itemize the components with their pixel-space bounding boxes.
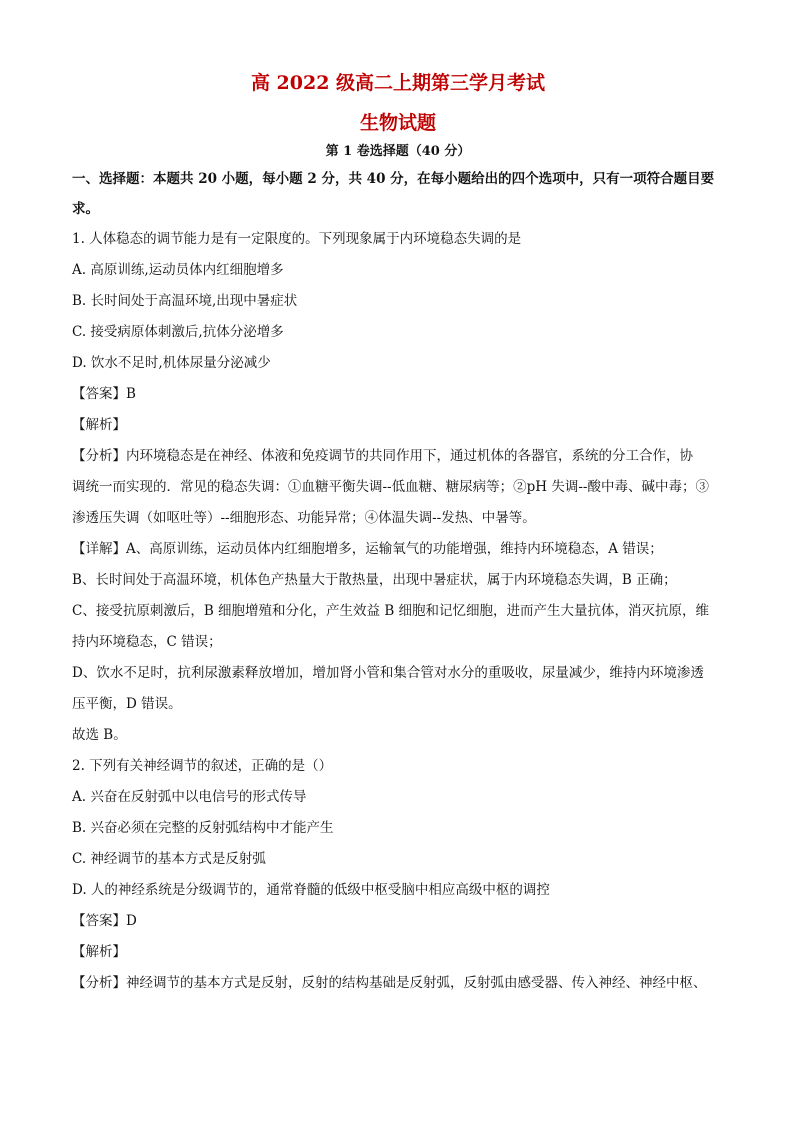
option-b: B. 长时间处于高温环境,出现中暑症状	[72, 293, 298, 309]
option-c: C. 神经调节的基本方式是反射弧	[72, 851, 266, 867]
exam-title: 高 2022 级高二上期第三学月考试	[250, 72, 546, 94]
question-stem: 1. 人体稳态的调节能力是有一定限度的。下列现象属于内环境稳态失调的是	[72, 231, 522, 247]
fenxi-line: 调统一而实现的．常见的稳态失调：①血糖平衡失调--低血糖、糖尿病等；②pH 失调--酸中毒、碱中毒；③	[72, 479, 709, 495]
analysis-fenxi	[72, 441, 724, 534]
subject-title: 生物试题	[359, 112, 436, 134]
final-choice: 故选 B。	[72, 727, 127, 743]
fenxi-line: 渗透压失调（如呕吐等）--细胞形态、功能异常；④体温失调--发热、中暑等。	[72, 510, 536, 526]
xiangjie-line: D、饮水不足时，抗利尿激素释放增加，增加肾小管和集合管对水分的重吸收，尿量减少，维持内环境渗透	[72, 665, 704, 681]
option-a: A. 高原训练,运动员体内红细胞增多	[72, 262, 284, 278]
option-d: D. 饮水不足时,机体尿量分泌减少	[72, 355, 271, 371]
option-d: D. 人的神经系统是分级调节的，通常脊髓的低级中枢受脑中相应高级中枢的调控	[72, 882, 550, 898]
fenxi-line: 【分析】神经调节的基本方式是反射，反射的结构基础是反射弧，反射弧由感受器、传入神经、神经中枢、	[72, 975, 707, 991]
section-label: 第 1 卷选择题（40 分）	[325, 144, 471, 159]
xiangjie-line: 压平衡，D 错误。	[72, 696, 182, 712]
option-a: A. 兴奋在反射弧中以电信号的形式传导	[72, 789, 307, 805]
analysis-label: 【解析】	[72, 944, 126, 960]
answer-label: 【答案】B	[72, 386, 136, 402]
option-c: C. 接受病原体刺激后,抗体分泌增多	[72, 324, 284, 340]
xiangjie-line: B、长时间处于高温环境，机体色产热量大于散热量，出现中暑症状，属于内环境稳态失调，B 正确；	[72, 572, 677, 588]
fenxi-line: 【分析】内环境稳态是在神经、体液和免疫调节的共同作用下，通过机体的各器官，系统的分工合作，协	[72, 448, 693, 464]
analysis-label: 【解析】	[72, 417, 126, 433]
answer-label: 【答案】D	[72, 913, 137, 929]
option-b: B. 兴奋必须在完整的反射弧结构中才能产生	[72, 820, 334, 836]
xiangjie-line: 持内环境稳态，C 错误；	[72, 634, 222, 650]
instruction-line-1: 一、选择题：本题共 20 小题，每小题 2 分，共 40 分，在每小题给出的四个选项中，只有一项符合题目要	[72, 171, 715, 187]
question-1	[72, 224, 724, 751]
instruction-line-2: 求。	[72, 201, 99, 217]
xiangjie-line: C、接受抗原刺激后，B 细胞增殖和分化，产生效益 B 细胞和记忆细胞，进而产生大量抗体，消灭抗原，维	[72, 603, 710, 619]
analysis-xiangjie	[72, 534, 724, 751]
section-instructions	[72, 164, 724, 224]
question-stem: 2. 下列有关神经调节的叙述，正确的是（）	[72, 758, 333, 774]
question-2	[72, 751, 724, 999]
xiangjie-line: 【详解】A、高原训练，运动员体内红细胞增多，运输氧气的功能增强，维持内环境稳态，A 错误；	[72, 541, 663, 557]
